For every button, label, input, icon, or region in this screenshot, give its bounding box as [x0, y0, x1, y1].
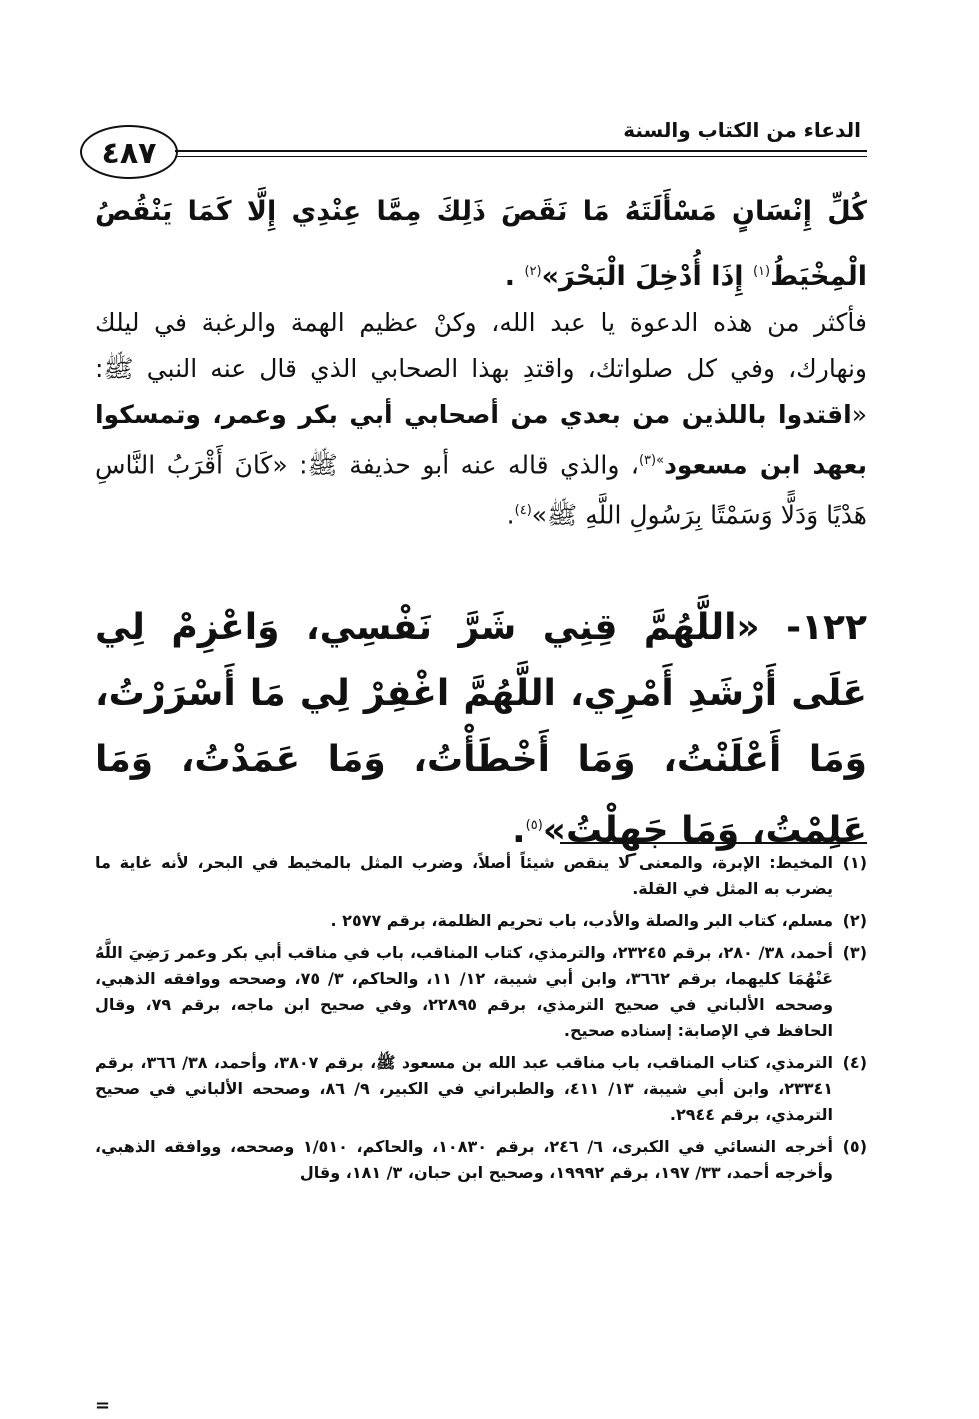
footnote-text: المخيط: الإبرة، والمعنى لا ينقص شيئاً أصلاً، وضرب المثل بالمخيط في البحر، لأنه غاية ما يضرب به المثل في القلة. — [95, 853, 833, 898]
footnote-ref-3[interactable]: »(٣) — [638, 453, 665, 468]
footnote-item — [95, 1134, 867, 1186]
footnote-number: (٤) — [842, 1053, 867, 1072]
footnote-number: (٢) — [842, 911, 867, 930]
footnote-item — [95, 1050, 867, 1128]
footnote-separator — [560, 842, 867, 844]
hadith-verse — [95, 182, 867, 307]
footnote-ref-2[interactable]: (٢) — [524, 264, 542, 279]
dua-end: . — [511, 810, 526, 851]
body-paragraph — [95, 300, 867, 539]
verse-line-2: إِذَا أُدْخِلَ الْبَحْرَ» — [541, 261, 744, 292]
verse-line-1: كُلِّ إِنْسَانٍ مَسْأَلَتَهُ مَا نَقَصَ ذَلِكَ مِمَّا عِنْدِي إِلَّا كَمَا يَنْقُصُ الْمِخْيَطُ — [95, 196, 867, 292]
header-rule-thin — [175, 156, 867, 157]
footnote-text: أخرجه النسائي في الكبرى، ٦/ ٢٤٦، برقم ١٠٨٣٠، والحاكم، ١/٥١٠ وصححه، ووافقه الذهبي، وأخرجه أحمد، ٣٣/ ١٩٧، برقم ١٩٩٩٢، وصحيح ابن حبان، ٣/ ١٨١، وقال — [95, 1137, 834, 1182]
footnotes — [95, 850, 867, 1192]
footnote-number: (١) — [842, 853, 867, 872]
footnote-item — [95, 908, 867, 934]
footnote-text: أحمد، ٣٨/ ٢٨٠، برقم ٢٣٢٤٥، والترمذي، كتاب المناقب، باب في مناقب أبي بكر وعمر رَضِيَ اللَّهُ عَنْهُمَا كليهما، برقم ٣٦٦٢، وابن أبي شيبة، ١٢/ ١١، والحاكم، ٣/ ٧٥، وصححه ووافقه الذهبي، وصححه الألباني في صحيح الترمذي، برقم ٢٢٨٩٥، وفي صحيح ابن ماجه، برقم ٧٩، وقال الحافظ في الإصابة: إسناده صحيح. — [95, 943, 834, 1040]
dua-text: ١٢٢- «اللَّهُمَّ قِنِي شَرَّ نَفْسِي، وَاعْزِمْ لِي عَلَى أَرْشَدِ أَمْرِي، اللَّهُمَّ اغْفِرْ لِي مَا أَسْرَرْتُ، وَمَا أَعْلَنْتُ، وَمَا أَخْطَأْتُ، وَمَا عَمَدْتُ، وَمَا عَلِمْتُ، وَمَا جَهِلْتُ» — [95, 607, 867, 851]
body-text-part-1: فأكثر من هذه الدعوة يا عبد الله، وكنْ عظيم الهمة والرغبة في ليلك ونهارك، وفي كل صلواتك، واقتدِ بهذا الصحابي الذي قال عنه النبي ﷺ: « — [95, 308, 867, 429]
header-rule — [175, 150, 867, 152]
footnote-ref-4[interactable]: (٤) — [514, 503, 532, 519]
dua-122 — [95, 595, 867, 864]
running-header-title: الدعاء من الكتاب والسنة — [623, 118, 861, 142]
page-number: ٤٨٧ — [80, 125, 178, 179]
verse-end: . — [504, 261, 525, 292]
footnote-number: (٥) — [842, 1137, 867, 1156]
footnote-item — [95, 850, 867, 902]
footnote-text: الترمذي، كتاب المناقب، باب مناقب عبد الله بن مسعود ﷺ، برقم ٣٨٠٧، وأحمد، ٣٨/ ٣٦٦، برقم ٢٣٣٤١، وابن أبي شيبة، ١٣/ ٤١١، والطبراني في الكبير، ٩/ ٨٦، وصححه الألباني في صحيح الترمذي، برقم ٢٩٤٤. — [95, 1053, 834, 1124]
hadith-quote: اقتدوا باللذين من بعدي من أصحابي أبي بكر وعمر، وتمسكوا بعهد ابن مسعود — [95, 400, 867, 480]
footnote-item — [95, 940, 867, 1044]
continuation-mark: = — [95, 1395, 111, 1416]
body-text-part-2: ، والذي قاله عنه أبو حذيفة ﷺ: «كَانَ أَقْرَبُ النَّاسِ هَدْيًا وَدَلًّا وَسَمْتًا بِرَسُولِ اللَّهِ ﷺ» — [95, 450, 867, 530]
footnote-text: مسلم، كتاب البر والصلة والأدب، باب تحريم الظلمة، برقم ٢٥٧٧ . — [330, 911, 833, 930]
footnote-ref-5[interactable]: (٥) — [525, 818, 543, 833]
footnote-number: (٣) — [842, 943, 867, 962]
footnote-ref-1[interactable]: (١) — [752, 264, 771, 279]
body-text-end: . — [506, 500, 515, 530]
